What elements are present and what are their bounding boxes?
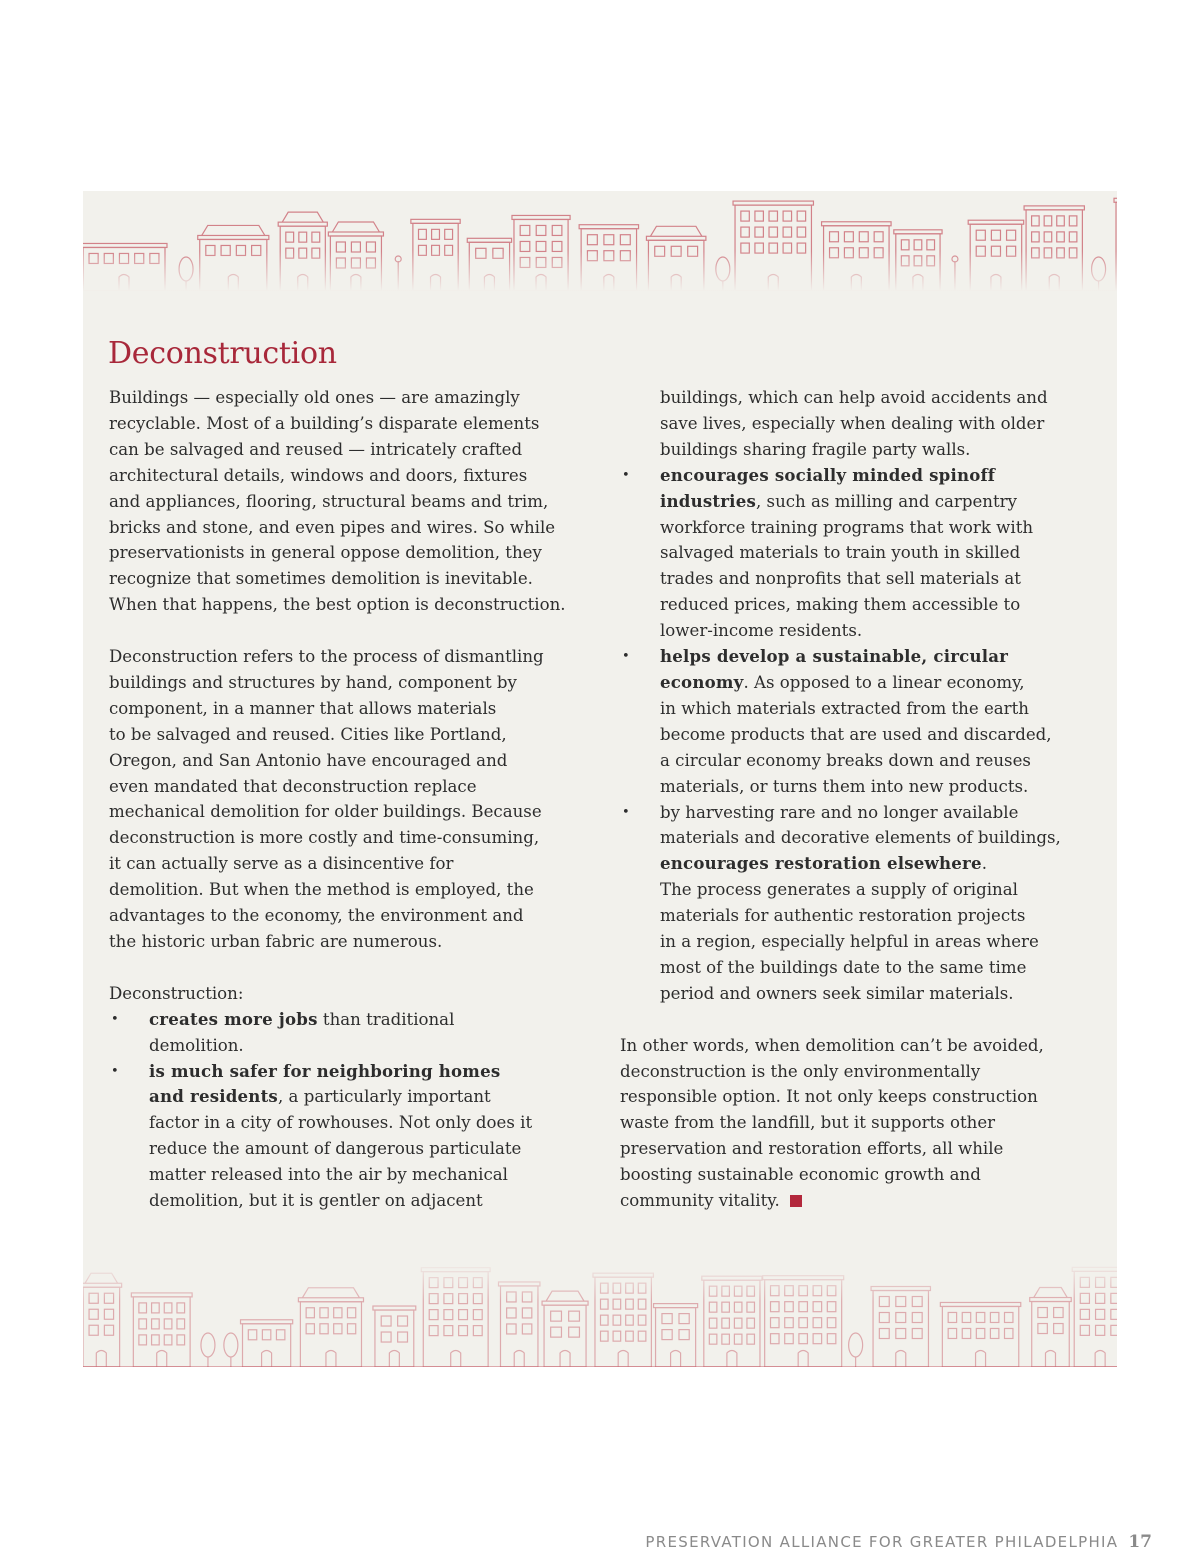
list-item — [620, 644, 1110, 799]
list-item-text: , a particularly important factor in a city of rowhouses. Not only does it reduce the amount of dangerous particulate matter released into the air by mechanical demolition, but it is gentler on adjacent — [149, 1087, 533, 1211]
list-item-bold: creates more jobs — [149, 1008, 318, 1029]
list-item-continued: buildings, which can help avoid accidents and save lives, especially when dealing with older buildings sharing fragile party walls. — [660, 388, 1048, 459]
conclusion-paragraph — [620, 1033, 1110, 1214]
article-title: Deconstruction — [108, 336, 337, 371]
publisher-name: PRESERVATION ALLIANCE FOR GREATER PHILADELPHIA — [645, 1533, 1119, 1551]
article-column-right — [620, 385, 1110, 1214]
list-item-bold: encourages restoration elsewhere — [660, 853, 982, 874]
page-number: 17 — [1128, 1532, 1152, 1552]
list-item — [109, 1007, 599, 1059]
list-item-text: . The process generates a supply of original materials for authentic restoration projects in a region, especially helpful in areas where most of the buildings date to the same time period and owners seek similar materials. — [660, 854, 1039, 1003]
benefits-list-continued — [620, 463, 1110, 1007]
list-item — [620, 463, 1110, 644]
list-item — [109, 1059, 599, 1214]
definition-paragraph: Deconstruction refers to the process of dismantling buildings and structures by hand, component by component, in a manner that allows materials to be salvaged and reused. Cities like Portland, Oregon, and San Antonio have encouraged and even mandated that deconstruction replace mechanical demolition for older buildings. Because deconstruction is more costly and time-consuming, it can actually serve as a disincentive for demolition. But when the method is employed, the advantages to the economy, the environment and the historic urban fabric are numerous. — [109, 647, 544, 952]
list-item — [620, 800, 1110, 1007]
list-item-bold: is much safer for neighboring homes and residents — [149, 1060, 501, 1107]
skyline-fade-top — [83, 251, 1117, 291]
square-end-mark-icon — [790, 1195, 802, 1207]
skyline-fade-bottom — [83, 1261, 1117, 1301]
list-item-text: , such as milling and carpentry workforce training programs that work with salvaged materials to train youth in skilled trades and nonprofits that sell materials at reduced prices, making them accessible to lower-income residents. — [660, 491, 1034, 641]
list-item-text: . As opposed to a linear economy, in which materials extracted from the earth become products that are used and discarded, a circular economy breaks down and reuses materials, or turns them into new products. — [660, 672, 1052, 796]
list-item-bold: encourages socially minded spinoff industries — [660, 464, 996, 511]
list-item-text: than traditional demolition. — [149, 1009, 455, 1055]
list-item-lead: by harvesting rare and no longer available materials and decorative elements of buildings, — [660, 802, 1061, 848]
conclusion-text: In other words, when demolition can’t be avoided, deconstruction is the only environmentally responsible option. It not only keeps construction waste from the landfill, but it supports other preservation and restoration efforts, all while boosting sustainable economic growth and community vitality. — [620, 1035, 1044, 1211]
benefits-list — [109, 1007, 599, 1214]
article-column-left — [109, 385, 599, 1214]
page-footer — [645, 1532, 1152, 1552]
list-item-bold: helps develop a sustainable, circular economy — [660, 646, 1009, 692]
intro-paragraph: Buildings — especially old ones — are amazingly recyclable. Most of a building’s disparate elements can be salvaged and reused — intricately crafted architectural details, windows and doors, fixtures and appliances, flooring, structural beams and trim, bricks and stone, and even pipes and wires. So while preservationists in general oppose demolition, they recognize that sometimes demolition is inevitable. When that happens, the best option is deconstruction. — [109, 388, 566, 615]
list-intro: Deconstruction: — [109, 983, 244, 1003]
